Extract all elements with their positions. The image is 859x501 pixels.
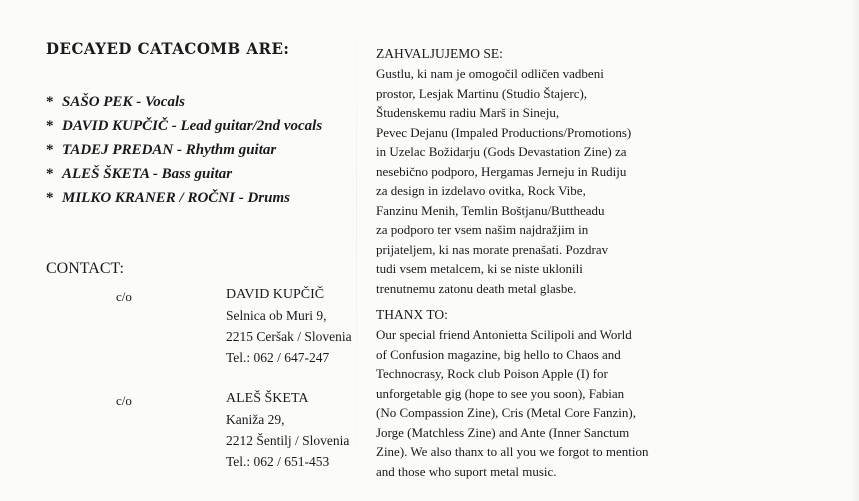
bullet-star: * <box>46 142 54 158</box>
thanks-line: Pevec Dejanu (Impaled Productions/Promotions) <box>376 124 632 140</box>
thanks-english-title: THANX TO: <box>376 307 448 322</box>
care-of-label: c/o <box>116 393 132 408</box>
thanks-line: Fanzinu Menih, Temlin Boštjanu/Buttheadu <box>376 202 605 218</box>
thanks-line: Študenskemu radiu Marš in Sineju, <box>376 105 560 120</box>
thanks-line: za podporo ter vsem našim najdražjim in <box>376 222 589 237</box>
address-line: Tel.: 062 / 651-453 <box>226 454 330 469</box>
member-text: ALEŠ ŠKETA - Bass guitar <box>62 166 233 182</box>
bullet-star: * <box>46 166 54 182</box>
thanks-slovenian-title: ZAHVALJUJEMO SE: <box>376 46 503 61</box>
address-line: 2212 Šentilj / Slovenia <box>226 433 350 448</box>
thanks-line: prijateljem, ki nas morate prenašati. Pozdrav <box>376 241 609 257</box>
care-of-label: c/o <box>116 289 132 304</box>
address-line: Tel.: 062 / 647-247 <box>226 350 330 365</box>
thanks-line: and those who suport metal music. <box>376 463 557 479</box>
thanks-line: Zine). We also thanx to all you we forgot to mention <box>376 444 649 459</box>
thanks-line: prostor, Lesjak Martinu (Studio Štajerc), <box>376 85 588 101</box>
thanks-line: of Confusion magazine, big hello to Chaos and <box>376 346 621 362</box>
band-lineup-heading: DECAYED CATACOMB ARE: <box>46 39 290 59</box>
bullet-star: * <box>46 94 54 110</box>
thanks-line: Our special friend Antonietta Scilipoli and World <box>376 327 632 342</box>
thanks-line: za design in izdelavo ovitka, Rock Vibe, <box>376 183 586 198</box>
bullet-star: * <box>46 118 54 134</box>
fold-crease <box>356 0 357 501</box>
thanks-line: Technocrasy, Rock club Poison Apple (I) for <box>376 366 608 381</box>
band-member <box>46 114 322 138</box>
band-member-list <box>46 90 322 210</box>
thanks-line: unforgetable gig (hope to see you soon), Fabian <box>376 385 625 401</box>
address-line: ALEŠ ŠKETA <box>226 391 309 406</box>
thanks-line: trenutnemu zatonu death metal glasbe. <box>376 280 577 296</box>
page-edge-shadow <box>851 0 859 501</box>
band-member <box>46 90 322 114</box>
address-line: 2215 Ceršak / Slovenia <box>226 329 352 344</box>
address-line: DAVID KUPČIČ <box>226 287 325 302</box>
thanks-line: (No Compassion Zine), Cris (Metal Core Fanzin), <box>376 405 636 420</box>
thanks-line: tudi vsem metalcem, ki se niste uklonili <box>376 261 583 276</box>
thanks-line: Jorge (Matchless Zine) and Ante (Inner Sanctum <box>376 424 630 440</box>
member-text: SAŠO PEK - Vocals <box>62 94 185 110</box>
member-text: DAVID KUPČIČ - Lead guitar/2nd vocals <box>62 118 323 134</box>
bullet-star: * <box>46 190 54 206</box>
contact-address-sketa <box>226 388 349 472</box>
band-member <box>46 162 322 186</box>
address-line: Kaniža 29, <box>226 412 285 427</box>
contact-address-kupcic <box>226 284 352 368</box>
band-member <box>46 138 322 162</box>
band-member <box>46 186 322 210</box>
thanks-line: nesebično podporo, Hergamas Jerneju in Rudiju <box>376 163 627 179</box>
address-line: Selnica ob Muri 9, <box>226 308 327 323</box>
member-text: TADEJ PREDAN - Rhythm guitar <box>62 142 277 158</box>
thanks-slovenian-block <box>376 44 631 298</box>
member-text: MILKO KRANER / ROČNI - Drums <box>62 190 290 206</box>
thanks-english-block <box>376 305 649 481</box>
contact-heading: CONTACT: <box>46 260 124 277</box>
thanks-line: in Uzelac Božidarju (Gods Devastation Zine) za <box>376 144 627 159</box>
thanks-line: Gustlu, ki nam je omogočil odličen vadbeni <box>376 66 604 81</box>
